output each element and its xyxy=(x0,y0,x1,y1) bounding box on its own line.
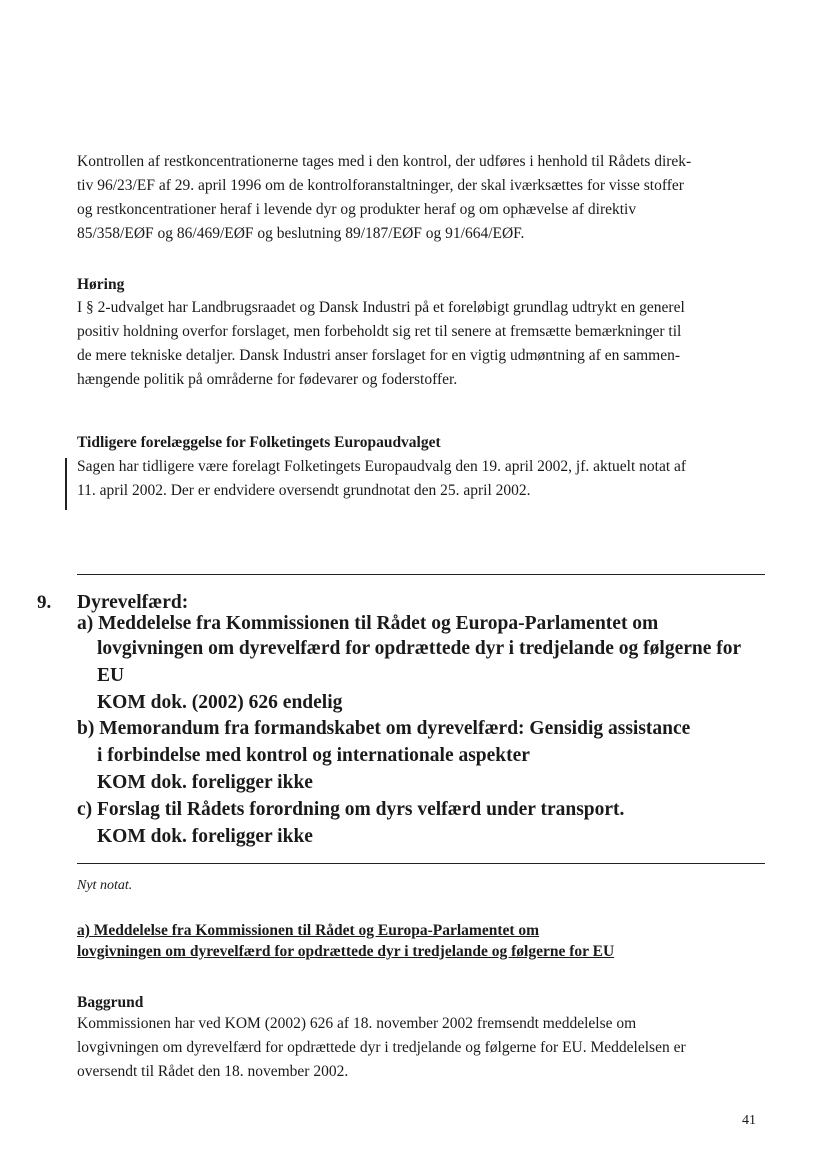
tidligere-paragraph xyxy=(77,455,757,503)
item-line-b2: i forbindelse med kontrol og internationale aspekter xyxy=(97,745,530,766)
change-bar xyxy=(65,458,67,510)
intro-line: 85/358/EØF og 86/469/EØF og beslutning 89/187/EØF og 91/664/EØF. xyxy=(77,225,525,242)
subheading-line: lovgivningen om dyrevelfærd for opdrættede dyr i tredjelande og følgerne for EU xyxy=(77,943,615,960)
item-title: Dyrevelfærd: xyxy=(77,592,189,613)
tidligere-line: Sagen har tidligere være forelagt Folketingets Europaudvalg den 19. april 2002, jf. aktuelt notat af xyxy=(77,458,687,475)
note: Nyt notat. xyxy=(77,878,133,893)
intro-line: og restkoncentrationer heraf i levende dyr og produkter heraf og om ophævelse af direktiv xyxy=(77,201,637,218)
bottom-divider xyxy=(77,863,765,864)
item-number: 9. xyxy=(37,592,52,613)
hoering-line: positiv holdning overfor forslaget, men forbeholdt sig ret til senere at fremsætte bemærkninger til xyxy=(77,323,682,340)
tidligere-heading: Tidligere forelæggelse for Folketingets Europaudvalget xyxy=(77,434,441,451)
baggrund-line: lovgivningen om dyrevelfærd for opdrættede dyr i tredjelande og følgerne for EU. Meddelelsen er xyxy=(77,1039,686,1056)
hoering-paragraph xyxy=(77,296,757,392)
intro-line: Kontrollen af restkoncentrationerne tages med i den kontrol, der udføres i henhold til Rådets direk- xyxy=(77,153,692,170)
page-number: 41 xyxy=(742,1113,756,1128)
top-divider xyxy=(77,574,765,575)
item-line-a1: a) Meddelelse fra Kommissionen til Rådet og Europa-Parlamentet om xyxy=(77,613,659,634)
subheading-line: a) Meddelelse fra Kommissionen til Rådet og Europa-Parlamentet om xyxy=(77,922,540,939)
intro-paragraph xyxy=(77,150,757,246)
item-line-b1: b) Memorandum fra formandskabet om dyrevelfærd: Gensidig assistance xyxy=(77,718,691,739)
item-line-c1: c) Forslag til Rådets forordning om dyrs velfærd under transport. xyxy=(77,799,625,820)
item-line-c2: KOM dok. foreligger ikke xyxy=(97,826,313,847)
hoering-line: de mere tekniske detaljer. Dansk Industri anser forslaget for en vigtig udmøntning af en sammen- xyxy=(77,347,681,364)
intro-line: tiv 96/23/EF af 29. april 1996 om de kontrolforanstaltninger, der skal iværksættes for visse stoffer xyxy=(77,177,684,194)
hoering-line: hængende politik på områderne for fødevarer og foderstoffer. xyxy=(77,371,458,388)
baggrund-paragraph xyxy=(77,1012,757,1084)
item-line-b3: KOM dok. foreligger ikke xyxy=(97,772,313,793)
hoering-heading: Høring xyxy=(77,276,125,293)
tidligere-line: 11. april 2002. Der er endvidere oversendt grundnotat den 25. april 2002. xyxy=(77,482,531,499)
baggrund-heading: Baggrund xyxy=(77,994,144,1011)
item-line-a2: lovgivningen om dyrevelfærd for opdrættede dyr i tredjelande og følgerne for xyxy=(97,638,742,659)
item-line-a3: EU xyxy=(97,665,125,686)
item-line-a4: KOM dok. (2002) 626 endelig xyxy=(97,692,343,713)
hoering-line: I § 2-udvalget har Landbrugsraadet og Dansk Industri på et foreløbigt grundlag udtrykt en generel xyxy=(77,299,685,316)
baggrund-line: oversendt til Rådet den 18. november 2002. xyxy=(77,1063,349,1080)
baggrund-line: Kommissionen har ved KOM (2002) 626 af 18. november 2002 fremsendt meddelelse om xyxy=(77,1015,637,1032)
